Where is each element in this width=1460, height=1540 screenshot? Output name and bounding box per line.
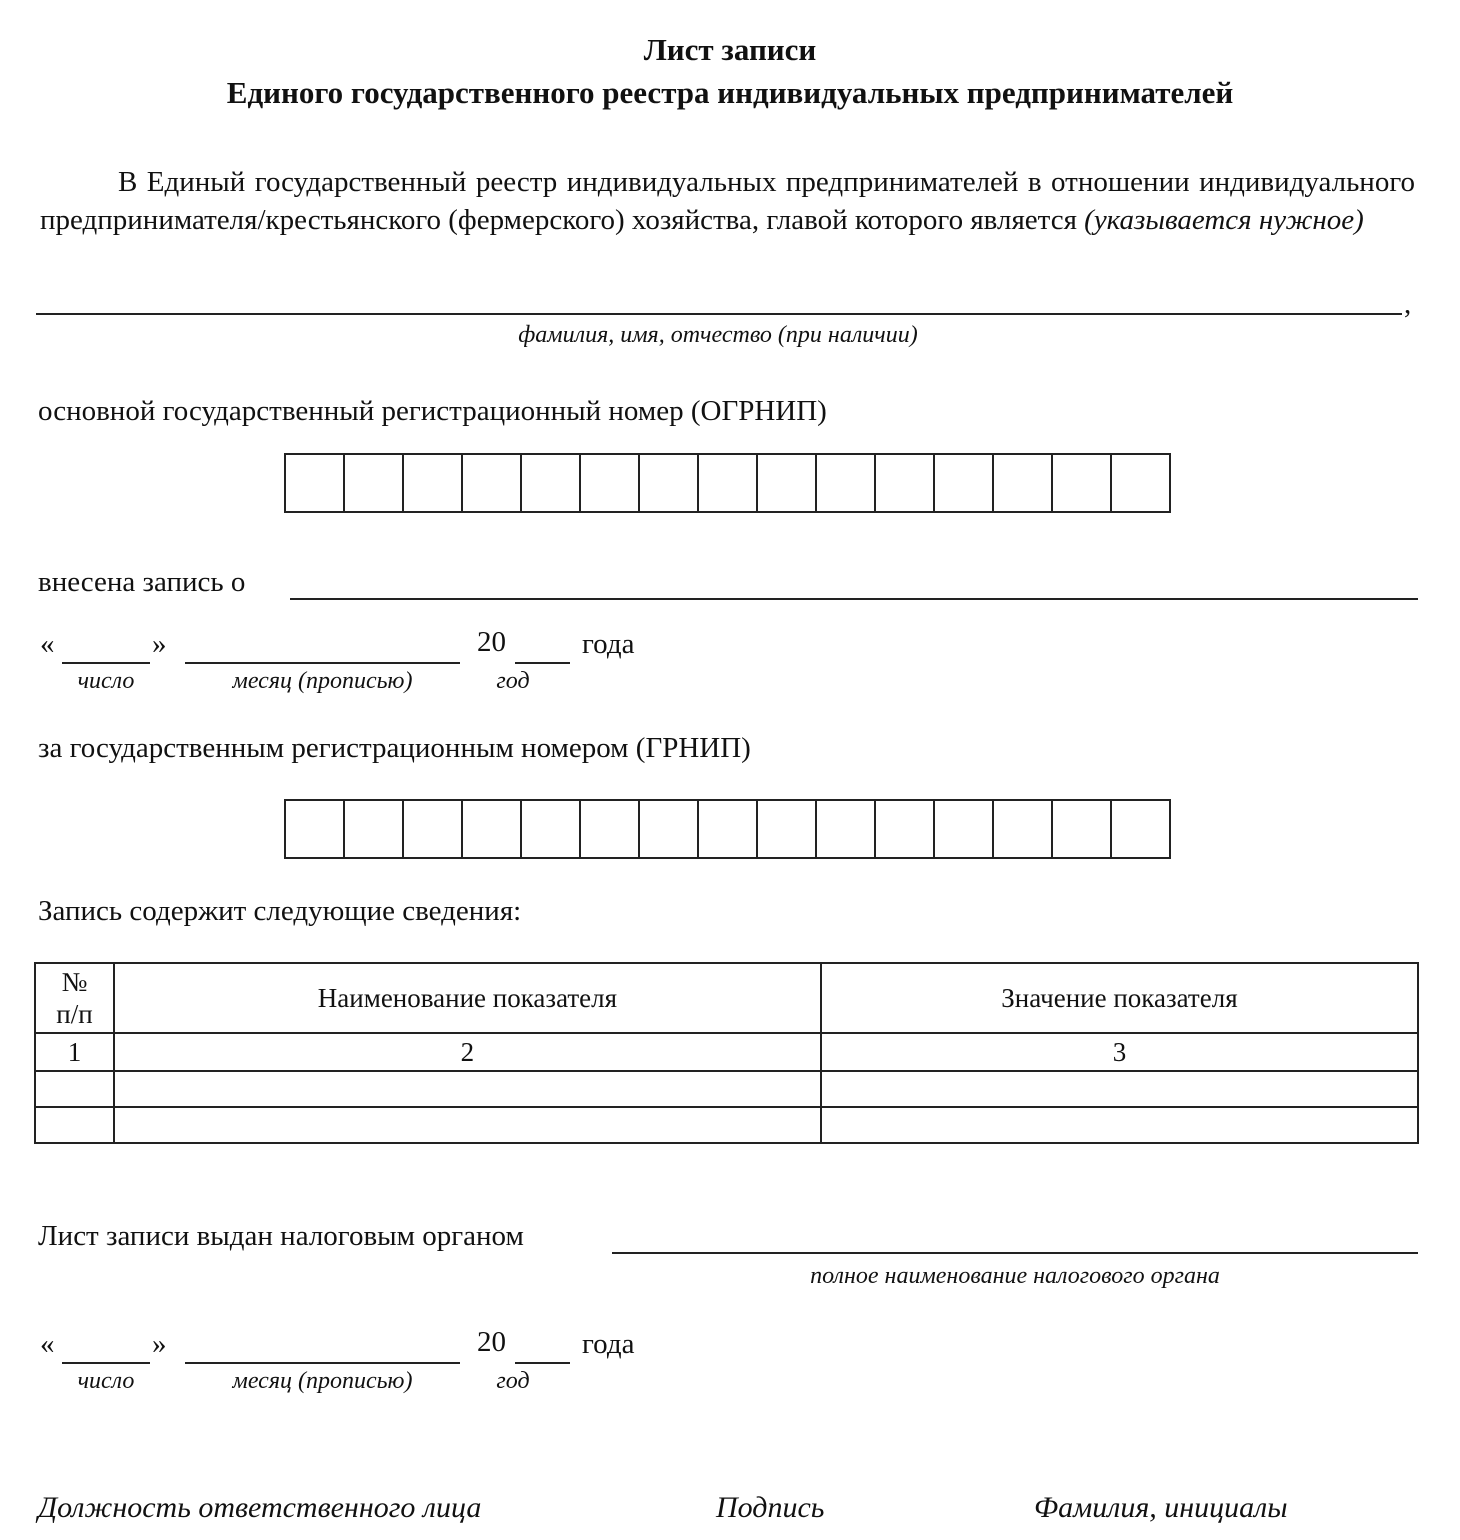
signature-label: Подпись	[716, 1491, 825, 1524]
close-quote: »	[152, 628, 167, 660]
ogrnip-digit-box[interactable]	[404, 455, 463, 511]
position-label: Должность ответственного лица	[38, 1491, 482, 1524]
header-num: № п/п	[35, 963, 114, 1033]
ogrnip-digit-box[interactable]	[581, 455, 640, 511]
grnip-digit-box[interactable]	[463, 801, 522, 857]
ogrnip-digit-box[interactable]	[935, 455, 994, 511]
day-caption: число	[77, 1368, 135, 1394]
col-number-3: 3	[821, 1033, 1418, 1071]
col-number-2: 2	[114, 1033, 821, 1071]
grnip-boxes[interactable]	[284, 799, 1171, 859]
month-field[interactable]	[185, 1362, 460, 1364]
issued-caption: полное наименование налогового органа	[810, 1263, 1220, 1289]
year-word: года	[582, 628, 635, 660]
name-comma: ,	[1404, 288, 1412, 320]
year-prefix: 20	[477, 1326, 506, 1358]
month-field[interactable]	[185, 662, 460, 664]
form-subtitle: Единого государственного реестра индивидуальных предпринимателей	[226, 75, 1234, 110]
table-cell[interactable]	[821, 1071, 1418, 1107]
grnip-label: за государственным регистрационным номером (ГРНИП)	[38, 732, 751, 764]
issued-label: Лист записи выдан налоговым органом	[38, 1220, 524, 1252]
table-cell[interactable]	[114, 1071, 821, 1107]
intro-paragraph	[40, 163, 1415, 239]
ogrnip-digit-box[interactable]	[994, 455, 1053, 511]
grnip-digit-box[interactable]	[876, 801, 935, 857]
grnip-digit-box[interactable]	[1112, 801, 1169, 857]
ogrnip-digit-box[interactable]	[876, 455, 935, 511]
ogrnip-digit-box[interactable]	[522, 455, 581, 511]
ogrnip-digit-box[interactable]	[758, 455, 817, 511]
header-value: Значение показателя	[821, 963, 1418, 1033]
year-caption: год	[496, 668, 530, 694]
grnip-digit-box[interactable]	[404, 801, 463, 857]
day-field[interactable]	[62, 1362, 150, 1364]
day-caption: число	[77, 668, 135, 694]
ogrnip-digit-box[interactable]	[699, 455, 758, 511]
grnip-digit-box[interactable]	[994, 801, 1053, 857]
table-cell[interactable]	[35, 1107, 114, 1143]
ogrnip-label: основной государственный регистрационный номер (ОГРНИП)	[38, 395, 827, 427]
day-field[interactable]	[62, 662, 150, 664]
intro-text: В Единый государственный реестр индивидуальных предпринимателей в отношении индивидуального предпринимателя/крестьянского (фермерского) хозяйства, главой которого является	[40, 166, 1415, 236]
grnip-digit-box[interactable]	[286, 801, 345, 857]
ogrnip-boxes[interactable]	[284, 453, 1171, 513]
table-cell[interactable]	[35, 1071, 114, 1107]
grnip-digit-box[interactable]	[935, 801, 994, 857]
year-caption: год	[496, 1368, 530, 1394]
grnip-digit-box[interactable]	[817, 801, 876, 857]
full-name-caption: фамилия, имя, отчество (при наличии)	[518, 322, 918, 348]
month-caption: месяц (прописью)	[232, 1368, 413, 1394]
year-word: года	[582, 1328, 635, 1360]
form-title: Лист записи	[643, 32, 817, 67]
open-quote: «	[40, 1328, 55, 1360]
record-label: Запись содержит следующие сведения:	[38, 895, 522, 927]
grnip-digit-box[interactable]	[345, 801, 404, 857]
grnip-digit-box[interactable]	[758, 801, 817, 857]
col-number-1: 1	[35, 1033, 114, 1071]
table-row	[35, 1071, 1418, 1107]
year-prefix: 20	[477, 626, 506, 658]
table-header-row	[35, 963, 1418, 1033]
header-name: Наименование показателя	[114, 963, 821, 1033]
ogrnip-digit-box[interactable]	[817, 455, 876, 511]
grnip-digit-box[interactable]	[699, 801, 758, 857]
year-field[interactable]	[515, 1362, 570, 1364]
table-row	[35, 1107, 1418, 1143]
ogrnip-digit-box[interactable]	[1112, 455, 1169, 511]
intro-note: (указывается нужное)	[1084, 204, 1364, 236]
open-quote: «	[40, 628, 55, 660]
record-table	[34, 962, 1419, 1144]
table-number-row	[35, 1033, 1418, 1071]
table-cell[interactable]	[114, 1107, 821, 1143]
year-field[interactable]	[515, 662, 570, 664]
ogrnip-digit-box[interactable]	[345, 455, 404, 511]
close-quote: »	[152, 1328, 167, 1360]
month-caption: месяц (прописью)	[232, 668, 413, 694]
grnip-digit-box[interactable]	[1053, 801, 1112, 857]
grnip-digit-box[interactable]	[640, 801, 699, 857]
ogrnip-digit-box[interactable]	[1053, 455, 1112, 511]
grnip-digit-box[interactable]	[581, 801, 640, 857]
table-cell[interactable]	[821, 1107, 1418, 1143]
entry-label: внесена запись о	[38, 566, 246, 598]
entry-field[interactable]	[290, 598, 1418, 600]
grnip-digit-box[interactable]	[522, 801, 581, 857]
full-name-initials-label: Фамилия, инициалы	[1034, 1491, 1288, 1524]
full-name-field[interactable]	[36, 313, 1402, 315]
ogrnip-digit-box[interactable]	[463, 455, 522, 511]
ogrnip-digit-box[interactable]	[640, 455, 699, 511]
ogrnip-digit-box[interactable]	[286, 455, 345, 511]
tax-authority-field[interactable]	[612, 1252, 1418, 1254]
